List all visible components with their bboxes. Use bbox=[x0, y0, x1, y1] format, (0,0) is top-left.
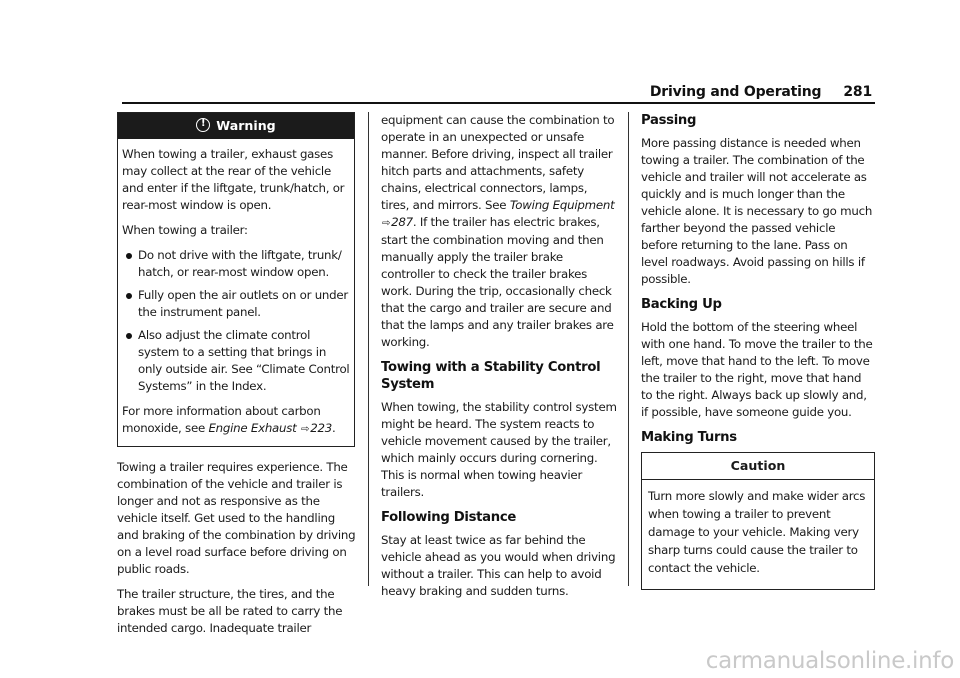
body-paragraph: Towing a trailer requires experience. The combination of the vehicle and trailer is longer and not as responsive as the vehicle itself. Get used to the handling and braking of the combination by driving on a level road surface before driving on public roads. bbox=[117, 460, 356, 576]
section-heading: Making Turns bbox=[641, 430, 737, 445]
body-paragraph: The trailer structure, the tires, and the brakes must be all be rated to carry the intended cargo. Inadequate trailer bbox=[117, 587, 343, 635]
column-divider-2 bbox=[628, 112, 629, 586]
warning-intro: When towing a trailer, exhaust gases may collect at the rear of the vehicle and enter if the liftgate, trunk/hatch, or rear-most window is open. bbox=[122, 147, 345, 212]
towing-equipment-link[interactable]: Towing Equipment bbox=[509, 198, 615, 212]
page-number: 281 bbox=[843, 84, 872, 100]
column-1 bbox=[117, 112, 357, 645]
column-divider-1 bbox=[368, 112, 369, 586]
body-paragraph: More passing distance is needed when towing a trailer. The combination of the vehicle and trailer will not accelerate as quickly and is much longer than the vehicle alone. It is necessary to go much farther beyond the passed vehicle before returning to the lane. Pass on level roadways. Avoid passing on hills if possible. bbox=[641, 136, 873, 286]
page-ref[interactable]: 223 bbox=[310, 421, 332, 435]
section-heading: Passing bbox=[641, 113, 697, 128]
body-paragraph: Hold the bottom of the steering wheel with one hand. To move the trailer to the left, move that hand to the left. To move the trailer to the right, move that hand to the right. Always back up slowly and, if possible, have someone guide you. bbox=[641, 320, 873, 419]
caution-text: Turn more slowly and make wider arcs when towing a trailer to prevent damage to your vehicle. Making very sharp turns could cause the trailer to contact the vehicle. bbox=[648, 489, 866, 575]
warning-bullet: Do not drive with the liftgate, trunk/ hatch, or rear-most window open. bbox=[122, 247, 350, 281]
warning-body bbox=[118, 139, 354, 446]
page-ref-arrow-icon: ⇨ bbox=[382, 218, 391, 229]
body-paragraph: When towing, the stability control system might be heard. The system reacts to vehicle movement caused by the trailer, which mainly occurs during cornering. This is normal when towing heavier trailers. bbox=[381, 400, 617, 499]
watermark: carmanualsonline.info bbox=[705, 648, 954, 674]
section-heading: Following Distance bbox=[381, 510, 517, 525]
section-heading: Backing Up bbox=[641, 297, 722, 312]
page-ref[interactable]: 287 bbox=[391, 215, 413, 229]
warning-more-info: For more information about carbon monoxide, see Engine Exhaust ⇨223. bbox=[122, 404, 336, 435]
caution-body bbox=[642, 480, 874, 589]
engine-exhaust-link[interactable]: Engine Exhaust bbox=[208, 421, 297, 435]
body-paragraph: Stay at least twice as far behind the vehicle ahead as you would when driving without a trailer. This can help to avoid heavy braking and sudden turns. bbox=[381, 533, 616, 598]
warning-box bbox=[117, 112, 355, 447]
warning-bullet: Also adjust the climate control system to a setting that brings in only outside air. See “Climate Control Systems” in the Index. bbox=[122, 327, 350, 395]
warning-lead: When towing a trailer: bbox=[122, 223, 248, 237]
caution-box bbox=[641, 452, 875, 590]
warning-bullet: Fully open the air outlets on or under the instrument panel. bbox=[122, 287, 350, 321]
warning-title: Warning bbox=[216, 118, 276, 133]
warning-bullet-list bbox=[122, 247, 350, 395]
section-title: Driving and Operating bbox=[649, 84, 822, 100]
warning-icon bbox=[196, 118, 210, 132]
caution-title: Caution bbox=[642, 453, 874, 480]
header-rule bbox=[122, 102, 875, 104]
body-paragraph-continued: equipment can cause the combination to operate in an unexpected or unsafe manner. Before driving, inspect all trailer hitch parts and attachments, safety chains, electrical connectors, lamps, tires, and mirrors. See Towing Equipment ⇨287. If the trailer has electric brakes, start the combination moving and then manually apply the trailer brake controller to check the trailer brakes work. During the trip, occasionally check that the cargo and trailer are secure and that the lamps and any trailer brakes are working. bbox=[381, 113, 615, 349]
column-2 bbox=[381, 112, 618, 608]
page-ref-arrow-icon: ⇨ bbox=[301, 424, 310, 435]
warning-header bbox=[118, 113, 354, 139]
running-header bbox=[650, 84, 872, 100]
column-3 bbox=[641, 112, 875, 590]
section-heading: Towing with a Stability Control System bbox=[381, 360, 601, 392]
